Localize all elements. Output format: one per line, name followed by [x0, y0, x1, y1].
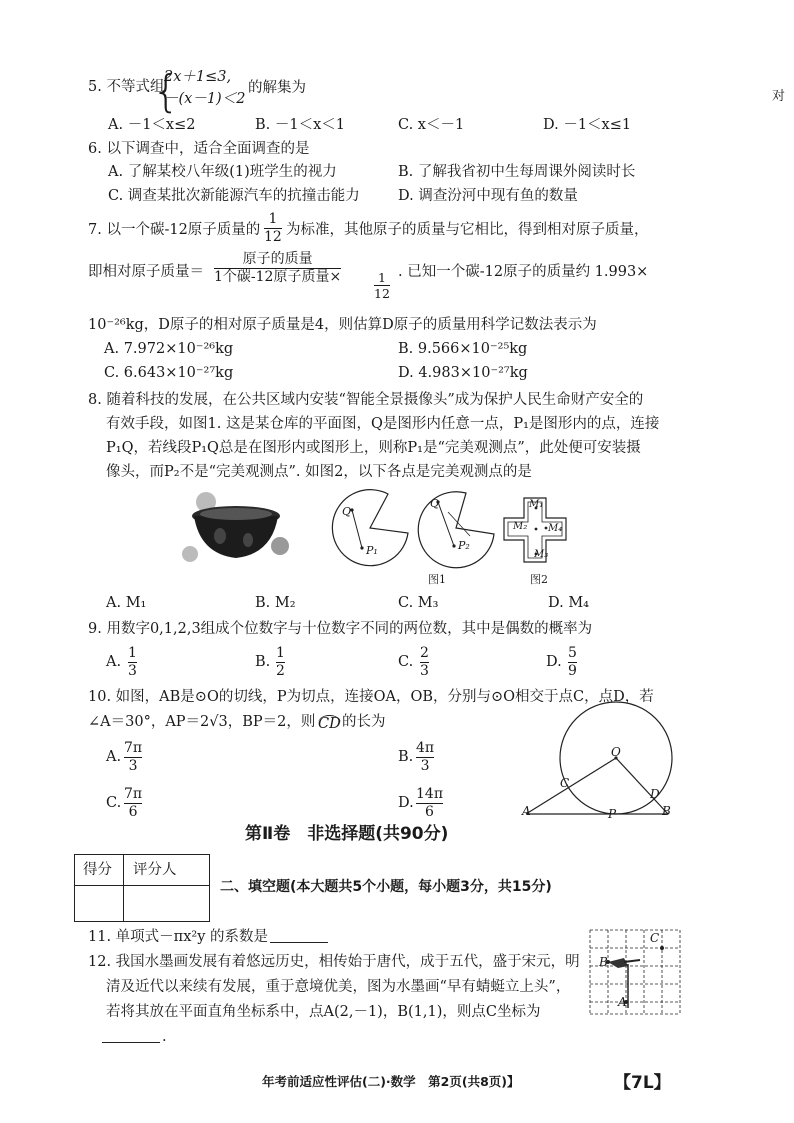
- q9-b-den: 2: [276, 662, 285, 679]
- q10-opt-d-label: D.: [398, 795, 414, 811]
- q7-line1-b: 为标准，其他原子的质量与它相比，得到相对原子质量，: [286, 222, 649, 238]
- q10-label-b: B: [662, 804, 671, 818]
- q10-opt-a-label: A.: [106, 749, 122, 765]
- grader-label: 评分人: [133, 862, 177, 878]
- fig2-label-m1: M₁: [529, 499, 544, 510]
- q10-opt-c-label: C.: [106, 795, 122, 811]
- q9-opt-c-frac: [420, 646, 429, 678]
- q9-opt-b-label: B.: [255, 654, 271, 670]
- q7-line2-a: 即相对原子质量＝: [88, 264, 204, 280]
- q7-opt-b: B. 9.566×10⁻²⁵kg: [398, 341, 528, 357]
- version-badge: 【7L】: [614, 1073, 671, 1093]
- q10-c-num: 7π: [124, 786, 143, 802]
- q10-label-o: O: [611, 745, 621, 759]
- q10-line1: 10. 如图，AB是⊙O的切线，P为切点，连接OA，OB，分别与⊙O相交于点C，点D，若: [88, 689, 654, 705]
- q7-small-den: 12: [374, 286, 390, 302]
- q8-opt-a: A. M₁: [106, 595, 147, 611]
- q5-stem: 5. 不等式组: [88, 79, 165, 95]
- q9-c-num: 2: [420, 645, 429, 661]
- q10-label-p: P: [608, 807, 617, 821]
- q6-opt-b: B. 了解我省初中生每周课外阅读时长: [398, 164, 636, 180]
- q10-c-den: 6: [128, 803, 138, 820]
- q12-line3: 若将其放在平面直角坐标系中，点A(2,－1)，B(1,1)，则点C坐标为: [106, 1004, 541, 1020]
- section2-heading: 二、填空题(本大题共5个小题，每小题3分，共15分): [220, 879, 552, 895]
- q5-stem-post: 的解集为: [248, 80, 306, 96]
- q10-a-den: 3: [128, 757, 138, 774]
- q7-line1-a: 7. 以一个碳-12原子质量的: [88, 222, 261, 238]
- q7-opt-c: C. 6.643×10⁻²⁷kg: [104, 365, 234, 381]
- q8-opt-d: D. M₄: [548, 595, 589, 611]
- q5-ineq2: －(x－1)＜2: [164, 91, 246, 107]
- q5-opt-d: D. －1＜x≤1: [543, 117, 632, 133]
- q12-line2: 清及近代以来续有发展，重于意境优美，图为水墨画“早有蜻蜓立上头”，: [106, 979, 571, 995]
- q9-a-den: 3: [128, 662, 137, 679]
- q10-opt-a-frac: [124, 741, 142, 773]
- q5-ineq1: 2x＋1≤3,: [164, 69, 232, 85]
- fig1-label-p1: P₁: [366, 544, 378, 557]
- q10-a-num: 7π: [124, 740, 143, 756]
- q7-frac1: [264, 212, 282, 244]
- q5-brace: {: [152, 66, 180, 117]
- q10-label-c: C: [560, 776, 570, 790]
- q6-stem: 6. 以下调查中，适合全面调查的是: [88, 141, 310, 157]
- q7-small-num: 1: [377, 270, 386, 285]
- fig2-caption: 图2: [530, 573, 548, 586]
- q7-big-den: 1个碳-12原子质量×: [214, 268, 342, 285]
- q9-stem: 9. 用数字0,1,2,3组成个位数字与十位数字不同的两位数，其中是偶数的概率为: [88, 621, 593, 637]
- q7-line3: 10⁻²⁶kg，D原子的相对原子质量是4，则估算D原子的质量用科学记数法表示为: [88, 317, 597, 333]
- q6-opt-d: D. 调查汾河中现有鱼的数量: [398, 188, 578, 204]
- q7-big-num: 原子的质量: [242, 251, 313, 267]
- q7-frac1-num: 1: [268, 211, 278, 227]
- q9-c-den: 3: [420, 662, 429, 679]
- fig1-label-p2: P₂: [458, 539, 470, 552]
- q10-b-num: 4π: [416, 740, 435, 756]
- q11-answer-blank[interactable]: [270, 928, 328, 943]
- q8-opt-b: B. M₂: [255, 595, 296, 611]
- q10-label-a: A: [522, 804, 531, 818]
- score-table: [74, 854, 210, 922]
- panoramic-camera-photo: [182, 488, 292, 574]
- q6-opt-a: A. 了解某校八年级(1)班学生的视力: [108, 164, 337, 180]
- score-label: 得分: [83, 862, 112, 878]
- q5-opt-b: B. －1＜x＜1: [255, 117, 346, 133]
- fig1-label-q-left: Q: [342, 505, 352, 518]
- q10-line2-b: 的长为: [342, 714, 386, 730]
- q9-a-num: 1: [128, 645, 137, 661]
- figure1-shape-p2: [414, 488, 498, 566]
- fig2-label-m2: M₂: [513, 521, 528, 532]
- q9-opt-b-frac: [276, 646, 285, 678]
- q9-b-num: 1: [276, 645, 285, 661]
- fig2-label-m4: M₄: [548, 523, 563, 534]
- q9-opt-a-label: A.: [106, 654, 122, 670]
- q10-b-den: 3: [420, 757, 430, 774]
- q8-line1: 8. 随着科技的发展，在公共区域内安装“智能全景摄像头”成为保护人民生命财产安全的: [88, 392, 644, 408]
- q10-d-den: 6: [425, 803, 434, 820]
- q12-answer-blank[interactable]: [102, 1028, 160, 1043]
- q10-opt-d-frac: [416, 787, 443, 819]
- fig1-label-q-right: Q: [430, 497, 440, 510]
- q10-d-num: 14π: [416, 786, 444, 802]
- q8-line4: 像头，而P₂不是“完美观测点”. 如图2，以下各点是完美观测点的是: [106, 464, 532, 480]
- section2-title: 第Ⅱ卷 非选择题(共90分): [245, 824, 449, 844]
- fig2-label-m3: M₃: [534, 549, 549, 560]
- q12-label-b: B: [599, 955, 608, 969]
- q9-opt-d-frac: [568, 646, 577, 678]
- q9-d-num: 5: [568, 645, 577, 661]
- q8-opt-c: C. M₃: [398, 595, 439, 611]
- q7-opt-d: D. 4.983×10⁻²⁷kg: [398, 365, 528, 381]
- q10-opt-c-frac: [124, 787, 142, 819]
- q8-line2: 有效手段，如图1. 这是某仓库的平面图，Q是图形内任意一点，P₁是图形内的点，连接: [106, 416, 660, 432]
- q7-small-frac: [374, 271, 390, 300]
- q12-label-a: A: [618, 995, 627, 1009]
- q12-period: .: [162, 1029, 167, 1045]
- q12-line1: 12. 我国水墨画发展有着悠远历史，相传始于唐代，成于五代，盛于宋元，明: [88, 954, 580, 970]
- q7-big-frac: [214, 252, 341, 284]
- fig1-caption: 图1: [428, 573, 446, 586]
- margin-mark: 对: [772, 89, 786, 104]
- q8-line3: P₁Q，若线段P₁Q总是在图形内或图形上，则称P₁是“完美观测点”，此处便可安装摄: [106, 440, 641, 456]
- q10-label-d: D: [650, 787, 660, 801]
- q7-opt-a: A. 7.972×10⁻²⁶kg: [104, 341, 234, 357]
- q10-line2-a: ∠A＝30°，AP＝2√3，BP＝2，则: [88, 714, 316, 730]
- q11-stem: 11. 单项式－πx²y 的系数是: [88, 929, 268, 945]
- q12-grid-figure: [588, 928, 684, 1018]
- q9-d-den: 9: [568, 662, 577, 679]
- q12-label-c: C: [650, 931, 660, 945]
- q5-opt-c: C. x＜－1: [398, 117, 465, 133]
- q7-line2-b: . 已知一个碳-12原子的质量约 1.993×: [398, 264, 649, 280]
- q9-opt-c-label: C.: [398, 654, 414, 670]
- q5-opt-a: A. －1＜x≤2: [108, 117, 196, 133]
- q10-arc: CD: [318, 716, 341, 732]
- q10-opt-b-label: B.: [398, 749, 414, 765]
- q7-frac1-den: 12: [264, 228, 282, 245]
- q9-opt-d-label: D.: [546, 654, 562, 670]
- page-footer: 年考前适应性评估(二)·数学 第2页(共8页)】: [262, 1074, 520, 1089]
- q9-opt-a-frac: [128, 646, 137, 678]
- q10-opt-b-frac: [416, 741, 434, 773]
- q6-opt-c: C. 调查某批次新能源汽车的抗撞击能力: [108, 188, 360, 204]
